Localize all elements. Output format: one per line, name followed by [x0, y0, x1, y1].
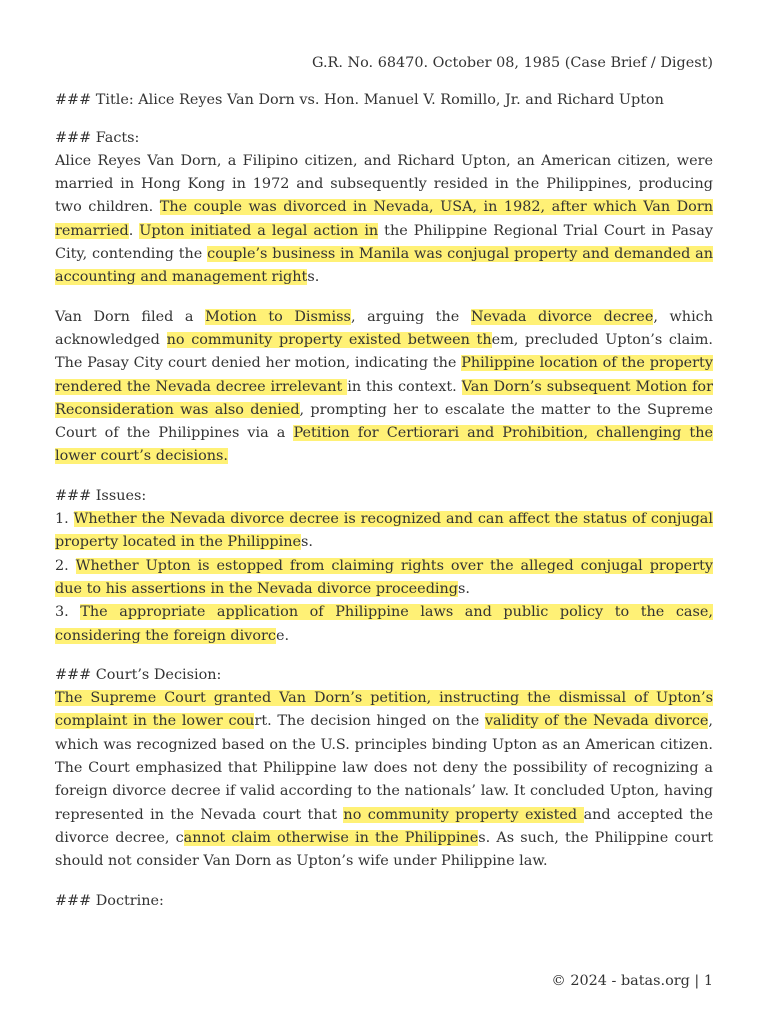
page-footer: © 2024 - batas.org | 1 [551, 973, 713, 989]
text-run: the Philippine Regional Trial Court in Pasay City, contending the [55, 222, 714, 263]
decision-heading: ### Court’s Decision: [55, 666, 222, 683]
doctrine-heading: ### Doctrine: [55, 892, 164, 909]
highlight: Philippine location of the property rendered the Nevada decree irrelevant [55, 355, 713, 395]
highlight: no community property existed [343, 806, 584, 823]
issue-item-3 [55, 601, 713, 648]
text-run: Van Dorn filed a [55, 308, 206, 325]
issue-number: 3. [55, 604, 81, 621]
text-run: , which acknowledged [55, 308, 714, 348]
facts-paragraph-2 [55, 306, 713, 469]
text-run: , arguing the [350, 308, 471, 325]
issue-number: 2. [55, 557, 76, 574]
text-run: in this context. [347, 378, 462, 395]
highlight: Whether the Nevada divorce decree is recognized and can affect the status of conjugal property located in the Philippine [55, 511, 713, 551]
issue-item-1 [55, 508, 713, 555]
decision-section [55, 664, 713, 874]
highlight: couple’s business in Manila was conjugal property and demanded an accounting and management right [55, 246, 713, 286]
highlight: The Supreme Court granted Van Dorn’s petition, instructing the dismissal of Upton’s complaint in the lower cou [55, 690, 713, 730]
text-run: s. [458, 580, 470, 597]
decision-paragraph [55, 687, 713, 873]
highlight: Petition for Certiorari and Prohibition, challenging the lower court’s decisions. [55, 425, 713, 465]
issue-number: 1. [55, 511, 74, 528]
text-run: , which was recognized based on the U.S. principles binding Upton as an American citizen. The Court emphasized that Philippine law does not deny the possibility of recognizing a foreign divorce decree if valid according to the nationals’ law. It concluded Upton, having represented in the Nevada court that [55, 713, 713, 823]
document-page [55, 52, 713, 929]
text-run: . [128, 222, 140, 239]
case-reference: G.R. No. 68470. October 08, 1985 (Case Brief / Digest) [312, 55, 713, 71]
highlight: Van Dorn’s subsequent Motion for Reconsideration was also denied [55, 378, 713, 418]
highlight: The couple was divorced in Nevada, USA, in 1982, after which Van Dorn remarried [55, 199, 713, 239]
doctrine-section [55, 890, 713, 913]
text-run: e. [275, 627, 290, 644]
text-run: and accepted the divorce decree, c [55, 806, 714, 846]
text-run: , prompting her to escalate the matter to the Supreme Court of the Philippines via a [55, 401, 713, 442]
text-run: em, precluded Upton’s claim. The Pasay City court denied her motion, indicating the [55, 331, 713, 372]
issue-item-2 [55, 555, 713, 602]
highlight: Motion to Dismiss [205, 308, 351, 325]
issues-section [55, 485, 713, 648]
highlight: Upton initiated a legal action in [139, 222, 379, 239]
highlight: no community property existed between th [166, 331, 492, 348]
highlight: annot claim otherwise in the Philippine [183, 829, 479, 846]
highlight: The appropriate application of Philippine laws and public policy to the case, considering the foreign divorc [55, 604, 713, 644]
text-run: s. [301, 534, 313, 551]
issues-heading: ### Issues: [55, 487, 147, 504]
text-run: rt. The decision hinged on the [254, 713, 485, 730]
text-run: s. [307, 269, 320, 286]
text-run: Alice Reyes Van Dorn, a Filipino citizen, and Richard Upton, an American citizen, were married in Hong Kong in 1972 and subsequently resided in the Philippines, producing two children. [55, 152, 713, 216]
case-title: ### Title: Alice Reyes Van Dorn vs. Hon. Manuel V. Romillo, Jr. and Richard Upton [55, 92, 664, 109]
highlight: Whether Upton is estopped from claiming rights over the alleged conjugal property due to his assertions in the Nevada divorce proceeding [55, 557, 713, 597]
facts-section [55, 127, 713, 469]
highlight: Nevada divorce decree [470, 308, 654, 325]
facts-heading: ### Facts: [55, 129, 140, 146]
highlight: validity of the Nevada divorce [484, 713, 709, 730]
text-run: s. As such, the Philippine court should not consider Van Dorn as Upton’s wife under Philippine law. [55, 829, 713, 870]
facts-paragraph-1 [55, 150, 713, 290]
